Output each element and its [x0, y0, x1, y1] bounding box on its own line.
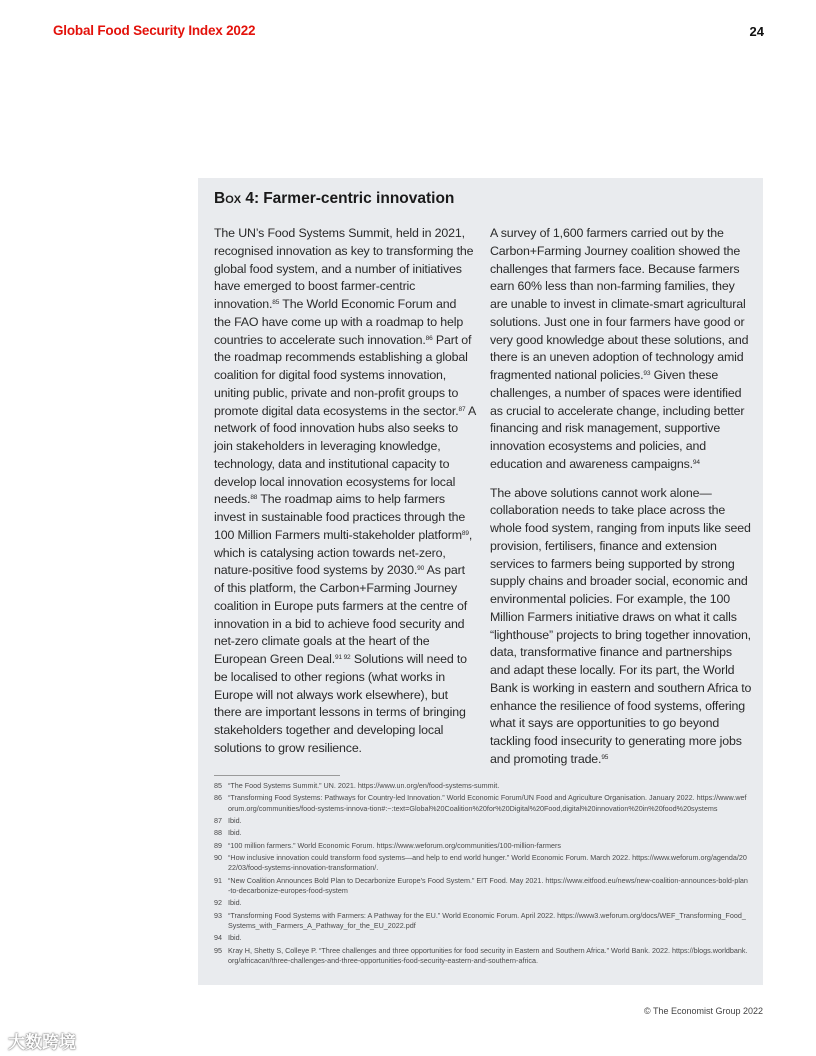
footnote-item	[214, 816, 749, 826]
footnote-number: 89	[214, 840, 222, 850]
footnote-number: 88	[214, 828, 222, 838]
footnote-text: Ibid.	[228, 933, 242, 943]
footnote-text: Kray H, Shetty S, Colleye P. “Three challenges and three opportunities for food security in Eastern and Southern Africa.” World Bank. 2022. https://blogs.worldbank.org/africacan/three-challenges-and-three-opportunities-food-security-eastern-and-southern-africa.	[228, 945, 748, 965]
footnote-item	[214, 946, 749, 966]
footnote-item	[214, 933, 749, 943]
footnote-ref: 86	[425, 334, 433, 342]
footnote-item	[214, 898, 749, 908]
footnote-text: “Transforming Food Systems: Pathways for Country-led Innovation.” World Economic Forum/UN Food and Agriculture Organisation. January 2022. https://www.weforum.org/communities/food-systems-innova-tion#:~:text=Global%20Coalition%20for%20Digital%20Food,digital%20innovation%20in%20food%20systems	[228, 793, 747, 813]
farmer-innovation-box	[198, 178, 763, 985]
box-label: Box 4:	[214, 190, 260, 207]
footnote-number: 85	[214, 781, 222, 790]
report-title: Global Food Security Index 2022	[53, 23, 256, 38]
footnote-number: 87	[214, 815, 222, 825]
footnote-text: “How inclusive innovation could transform food systems—and help to end world hunger.” World Economic Forum. March 2022. https://www.weforum.org/agenda/2022/03/food-systems-innovation-transformation/.	[228, 853, 747, 873]
footnote-number: 93	[214, 910, 222, 920]
footnote-ref: 94	[692, 458, 700, 466]
footnote-text: “100 million farmers.” World Economic Forum. https://www.weforum.org/communities/100-million-farmers	[228, 840, 561, 850]
footnote-item	[214, 828, 749, 838]
left-column	[214, 225, 476, 758]
footnote-number: 91	[214, 875, 222, 885]
footnote-number: 90	[214, 853, 222, 863]
watermark-logo: 大数跨境	[8, 1033, 76, 1052]
footnote-text: “Transforming Food Systems with Farmers: A Pathway for the EU.” World Economic Forum. April 2022. https://www3.weforum.org/docs/WEF_Transforming_Food_Systems_with_Farmers_A_Pathway_for_the_EU_2022.pdf	[228, 910, 746, 930]
footnote-ref: 91 92	[335, 654, 351, 661]
box-heading	[214, 190, 454, 208]
footnote-text: Ibid.	[228, 815, 242, 825]
footnote-ref: 90	[417, 565, 425, 573]
footnote-number: 94	[214, 933, 222, 943]
footnote-divider	[214, 775, 340, 776]
page-number: 24	[749, 24, 764, 39]
footnote-text: Ibid.	[228, 828, 242, 838]
footnote-ref: 85	[272, 299, 280, 306]
footnote-text: “The Food Systems Summit.” UN. 2021. https://www.un.org/en/food-systems-summit.	[228, 781, 500, 790]
footnote-number: 95	[214, 945, 222, 955]
body-paragraph: The UN’s Food Systems Summit, held in 2021, recognised innovation as key to transforming the global food system, and a number of initiatives have emerged to boost farmer-centric innovation.$^{85}$ The World Economic Forum and the FAO have come up with a roadmap to help countries to accelerate such innovation.$^{86}$ Part of the roadmap recommends establishing a global coalition for digital food systems innovation, uniting public, private and non-profit groups to promote digital data ecosystems in the sector.$^{87}$ A network of food innovation hubs also seeks to join stakeholders in leveraging knowledge, technology, data and institutional capacity to develop local innovation ecosystems for local needs.$^{88}$ The roadmap aims to help farmers invest in sustainable food practices through the 100 Million Farmers multi-stakeholder platform$^{89}$, which is catalysing action towards net-zero, nature-positive food systems by 2030.90 As part of this platform, the Carbon+Farming Journey coalition in Europe puts farmers at the centre of innovation in a bid to achieve food security and net-zero climate goals at the heart of the European Green Deal.$^{91 92}$ Solutions will need to be localised to other regions (what works in Europe will not always work elsewhere), but there are important lessons in terms of bringing stakeholders together and developing local solutions to grow resilience.	[214, 226, 476, 755]
footnote-item	[214, 911, 749, 931]
footnote-ref: 88	[250, 494, 258, 502]
footnote-item	[214, 853, 749, 873]
footnote-ref: 89	[461, 529, 469, 537]
body-paragraph: A survey of 1,600 farmers carried out by the Carbon+Farming Journey coalition showed the challenges that farmers face. Because farmers earn 60% less than non-farming families, they are unable to invest in climate-smart agricultural solutions. Just one in four farmers have good or very good knowledge about these solutions, and there is an uneven adoption of technology amid fragmented national policies.$^{93}$ Given these challenges, a number of spaces were identified as crucial to accelerate change, including better financing and risk management, supportive innovation ecosystems and policies, and education and awareness campaigns.$^{94}$	[490, 226, 749, 471]
footnote-ref: 95	[601, 753, 609, 761]
footnote-number: 86	[214, 793, 222, 803]
footnote-ref: 87	[458, 405, 466, 413]
box-title-text: Farmer-centric innovation	[263, 190, 455, 207]
footnote-number: 92	[214, 898, 222, 908]
body-paragraph: The above solutions cannot work alone—collaboration needs to take place across the whole food system, ranging from inputs like seed provision, fertilisers, finance and extension services to farmers being supported by strong supply chains and broader social, economic and environmental policies. For example, the 100 Million Farmers initiative draws on what it calls “lighthouse” projects to bring together innovation, data, transformative finance and partnerships and adapt these locally. For its part, the World Bank is working in eastern and southern Africa to enhance the resilience of food systems, offering what it says are opportunities to go beyond tackling food insecurity to generating more jobs and promoting trade.$^{95}$	[490, 485, 752, 766]
footnote-ref: 93	[643, 370, 651, 377]
footnote-item	[214, 841, 749, 851]
copyright-notice: © The Economist Group 2022	[643, 1006, 763, 1016]
right-column	[490, 225, 752, 769]
footnote-item	[214, 781, 749, 791]
footnote-text: Ibid.	[228, 898, 242, 908]
footnote-text: “New Coalition Announces Bold Plan to Decarbonize Europe’s Food System.” EIT Food. May 2021. https://www.eitfood.eu/news/new-coalition-announces-bold-plan-to-decarbonize-europes-food-system	[228, 875, 748, 895]
footnotes-list	[214, 781, 749, 968]
footnote-item	[214, 876, 749, 896]
footnote-item	[214, 793, 749, 813]
